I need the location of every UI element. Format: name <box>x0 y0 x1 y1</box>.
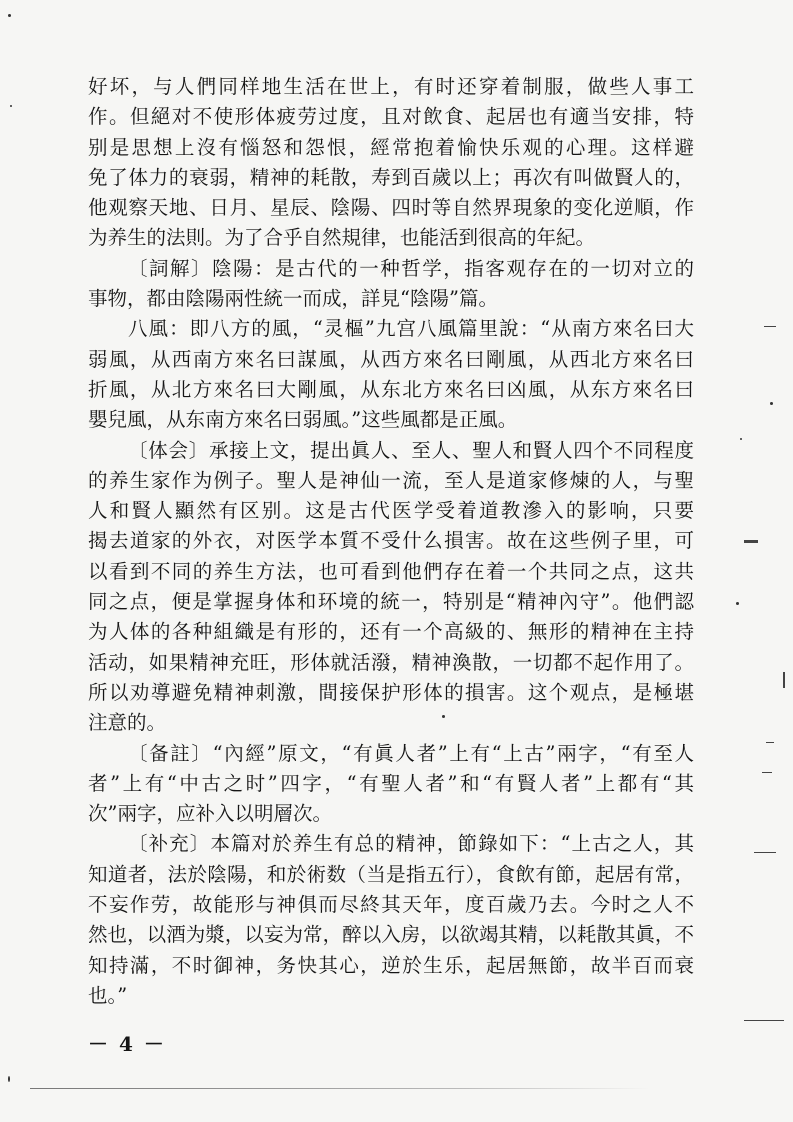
page-number: － 4 － <box>88 1032 166 1056</box>
paragraph-start: 〔备註〕“內經”原文，“有眞人者”上有“上古”兩字，“有至人 <box>128 741 694 765</box>
text-line: 不妄作劳，故能形与神俱而尽終其天年，度百歲乃去。今时之人不 <box>88 893 694 917</box>
scan-mark <box>766 742 774 743</box>
page-edge-rule <box>30 1088 650 1089</box>
text-line: 的养生家作为例子。聖人是神仙一流，至人是道家修煉的人，与聖 <box>88 468 694 492</box>
scan-speck <box>770 402 773 405</box>
text-line: 所以劝導避免精神刺激，間接保护形体的損害。这个观点，是極堪 <box>88 680 694 704</box>
text-line: 为养生的法則。为了合乎自然規律，也能活到很高的年紀。 <box>88 226 596 250</box>
paragraph-start: 八風：即八方的風，“灵樞”九宫八風篇里說：“从南方來名曰大 <box>128 317 694 341</box>
text-line: 同之点，便是掌握身体和环境的統一，特别是“精神內守”。他們認 <box>88 590 694 614</box>
scan-speck <box>8 1076 10 1082</box>
scan-mark <box>764 326 776 327</box>
body-text <box>88 72 694 1011</box>
scan-speck <box>10 105 12 107</box>
text-line: 以看到不同的养生方法，也可看到他們存在着一个共同之点，这共 <box>88 559 694 583</box>
text-line: 然也，以酒为漿，以妄为常，醉以入房，以欲竭其精，以耗散其眞，不 <box>88 923 694 947</box>
text-line: 免了体力的衰弱，精神的耗散，寿到百歲以上；再次有叫做賢人的， <box>88 165 694 189</box>
text-line: 揭去道家的外衣，对医学本質不受什么損害。故在这些例子里，可 <box>88 529 694 553</box>
text-line: 也。” <box>88 983 128 1007</box>
text-line: 为人体的各种組織是有形的，还有一个高級的、無形的精神在主持 <box>88 620 694 644</box>
text-line: 好坏，与人們同样地生活在世上，有时还穿着制服，做些人事工 <box>88 75 694 98</box>
text-line: 人和賢人顯然有区别。这是古代医学受着道教滲入的影响，只要 <box>88 499 694 523</box>
text-line: 作。但絕对不使形体疲劳过度，且对飲食、起居也有適当安排，特 <box>88 105 694 129</box>
scan-mark <box>754 852 776 853</box>
text-line: 别是思想上沒有惱怒和怨恨，經常抱着愉快乐观的心理。这样避 <box>88 135 694 159</box>
scan-speck <box>736 602 739 605</box>
text-line: 弱風，从西南方來名曰謀風，从西方來名曰剛風，从西北方來名曰 <box>88 347 694 371</box>
text-line: 者”上有“中古之时”四字，“有聖人者”和“有賢人者”上都有“其 <box>88 771 694 795</box>
paragraph-start: 〔补充〕本篇对於养生有总的精神，節錄如下：“上古之人，其 <box>128 832 694 856</box>
text-line: 次”兩字，应补入以明層次。 <box>88 802 332 826</box>
scan-speck <box>442 715 445 718</box>
scan-speck <box>8 14 11 17</box>
text-line: 折風，从北方來名曰大剛風，从东北方來名曰凶風，从东方來名曰 <box>88 377 694 401</box>
paragraph-start: 〔詞解〕陰陽：是古代的一种哲学，指客观存在的一切对立的 <box>128 256 694 280</box>
scan-mark <box>744 1020 784 1021</box>
text-line: 知道者，法於陰陽，和於術数（当是指五行），食飲有節，起居有常， <box>88 862 694 886</box>
text-line: 他观察天地、日月、星辰、陰陽、四时等自然界現象的变化逆順，作 <box>88 196 694 220</box>
text-line: 知持滿，不时御神，务快其心，逆於生乐，起居無節，故半百而衰 <box>88 953 694 977</box>
scan-mark <box>783 672 785 688</box>
paragraph-start: 〔体会〕承接上文，提出眞人、至人、聖人和賢人四个不同程度 <box>128 438 694 462</box>
text-line: 活动，如果精神充旺，形体就活潑，精神渙散，一切都不起作用了。 <box>88 650 694 674</box>
scan-mark <box>762 772 772 773</box>
text-line: 事物，都由陰陽兩性統一而成，詳見“陰陽”篇。 <box>88 287 498 311</box>
scan-mark <box>744 540 758 543</box>
text-line: 注意的。 <box>88 711 167 735</box>
text-line: 嬰兒風，从东南方來名曰弱風。”这些風都是正風。 <box>88 408 518 432</box>
scan-speck <box>740 438 742 440</box>
